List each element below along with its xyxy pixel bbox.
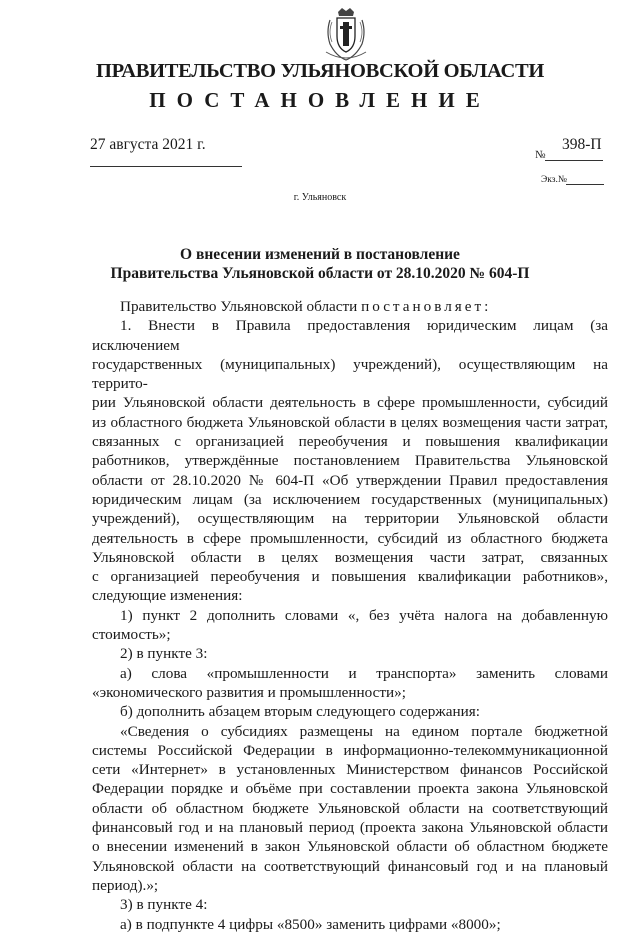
body-line: период).»; bbox=[92, 876, 159, 894]
body-line: работников, утверждённые постановлением Правительства Ульяновской bbox=[92, 452, 608, 470]
body-line: Ульяновской области в целях возмещения части затрат, связанных bbox=[92, 548, 608, 566]
body-line: Федерации порядке и объёме при составлении проекта закона Ульяновской bbox=[92, 780, 608, 798]
body-line: о внесении изменений в закон Ульяновской области об областном бюджете bbox=[92, 838, 608, 856]
body-line: сети «Интернет» в установленных Министерством финансов Российской bbox=[92, 761, 608, 779]
government-title: ПРАВИТЕЛЬСТВО УЛЬЯНОВСКОЙ ОБЛАСТИ bbox=[95, 60, 545, 82]
body-line: с организацией переобучения и повышения квалификации работников», bbox=[92, 568, 608, 586]
document-date: 27 августа 2021 г. bbox=[90, 136, 206, 153]
body-line: учреждений), осуществляющим на территории Ульяновской области bbox=[92, 510, 608, 528]
document-body bbox=[92, 297, 608, 934]
body-line: Ульяновской области на соответствующий финансовый год и на плановый bbox=[92, 857, 608, 875]
body-line: деятельность в сфере промышленности, субсидий из областного бюджета bbox=[92, 529, 608, 547]
intro-paragraph bbox=[92, 297, 608, 316]
body-line: а) в подпункте 4 цифры «8500» заменить цифрами «8000»; bbox=[120, 915, 501, 933]
body-line: б) дополнить абзацем вторым следующего содержания: bbox=[120, 703, 480, 721]
body-line: 2) в пункте 3: bbox=[120, 645, 208, 663]
body-line: системы Российской Федерации в информационно-телекоммуникационной bbox=[92, 741, 608, 759]
body-line: рии Ульяновской области деятельность в сфере промышленности, субсидий bbox=[92, 394, 608, 412]
city-name: г. Ульяновск bbox=[293, 192, 347, 203]
body-line: области об областном бюджете Ульяновской области на соответствующий bbox=[92, 799, 608, 817]
body-line: следующие изменения: bbox=[92, 587, 243, 605]
date-underline bbox=[90, 166, 242, 167]
body-line: области от 28.10.2020 № 604-П «Об утверждении Правил предоставления bbox=[92, 471, 608, 489]
number-sign: № bbox=[535, 149, 546, 161]
intro-text: Правительство Ульяновской области bbox=[120, 298, 362, 315]
number-underline bbox=[545, 160, 603, 161]
subject-line-1: О внесении изменений в постановление bbox=[180, 246, 460, 263]
body-line: «экономического развития и промышленности»; bbox=[92, 683, 406, 701]
subject-line-2: Правительства Ульяновской области от 28.10.2020 № 604-П bbox=[110, 265, 530, 282]
copy-number-underline bbox=[566, 184, 604, 185]
intro-keyword: постановляет: bbox=[361, 298, 492, 315]
body-line: а) слова «промышленности и транспорта» заменить словами bbox=[120, 664, 608, 682]
body-line: финансовый год и на плановый период (проекта закона Ульяновской области bbox=[92, 819, 608, 837]
body-line: связанных с организацией переобучения и повышения квалификации bbox=[92, 433, 608, 451]
body-line: 1. Внести в Правила предоставления юридическим лицам (за исключением bbox=[92, 317, 608, 354]
body-line: юридическим лицам (за исключением государственных (муниципальных) bbox=[92, 490, 608, 508]
body-line: 1) пункт 2 дополнить словами «, без учёта налога на добавленную bbox=[120, 606, 608, 624]
body-line: 3) в пункте 4: bbox=[120, 896, 208, 914]
document-number: 398-П bbox=[562, 136, 602, 153]
document-type-title: ПОСТАНОВЛЕНИЕ bbox=[149, 88, 491, 112]
body-line: «Сведения о субсидиях размещены на едином портале бюджетной bbox=[120, 722, 608, 740]
body-line: из областного бюджета Ульяновской области в целях возмещения части затрат, bbox=[92, 413, 608, 431]
body-line: государственных (муниципальных) учреждений), осуществляющим на террито- bbox=[92, 355, 608, 393]
coat-of-arms-emblem bbox=[322, 6, 370, 62]
body-line: стоимость»; bbox=[92, 626, 171, 644]
copy-number-label: Экз.№ bbox=[541, 175, 567, 185]
